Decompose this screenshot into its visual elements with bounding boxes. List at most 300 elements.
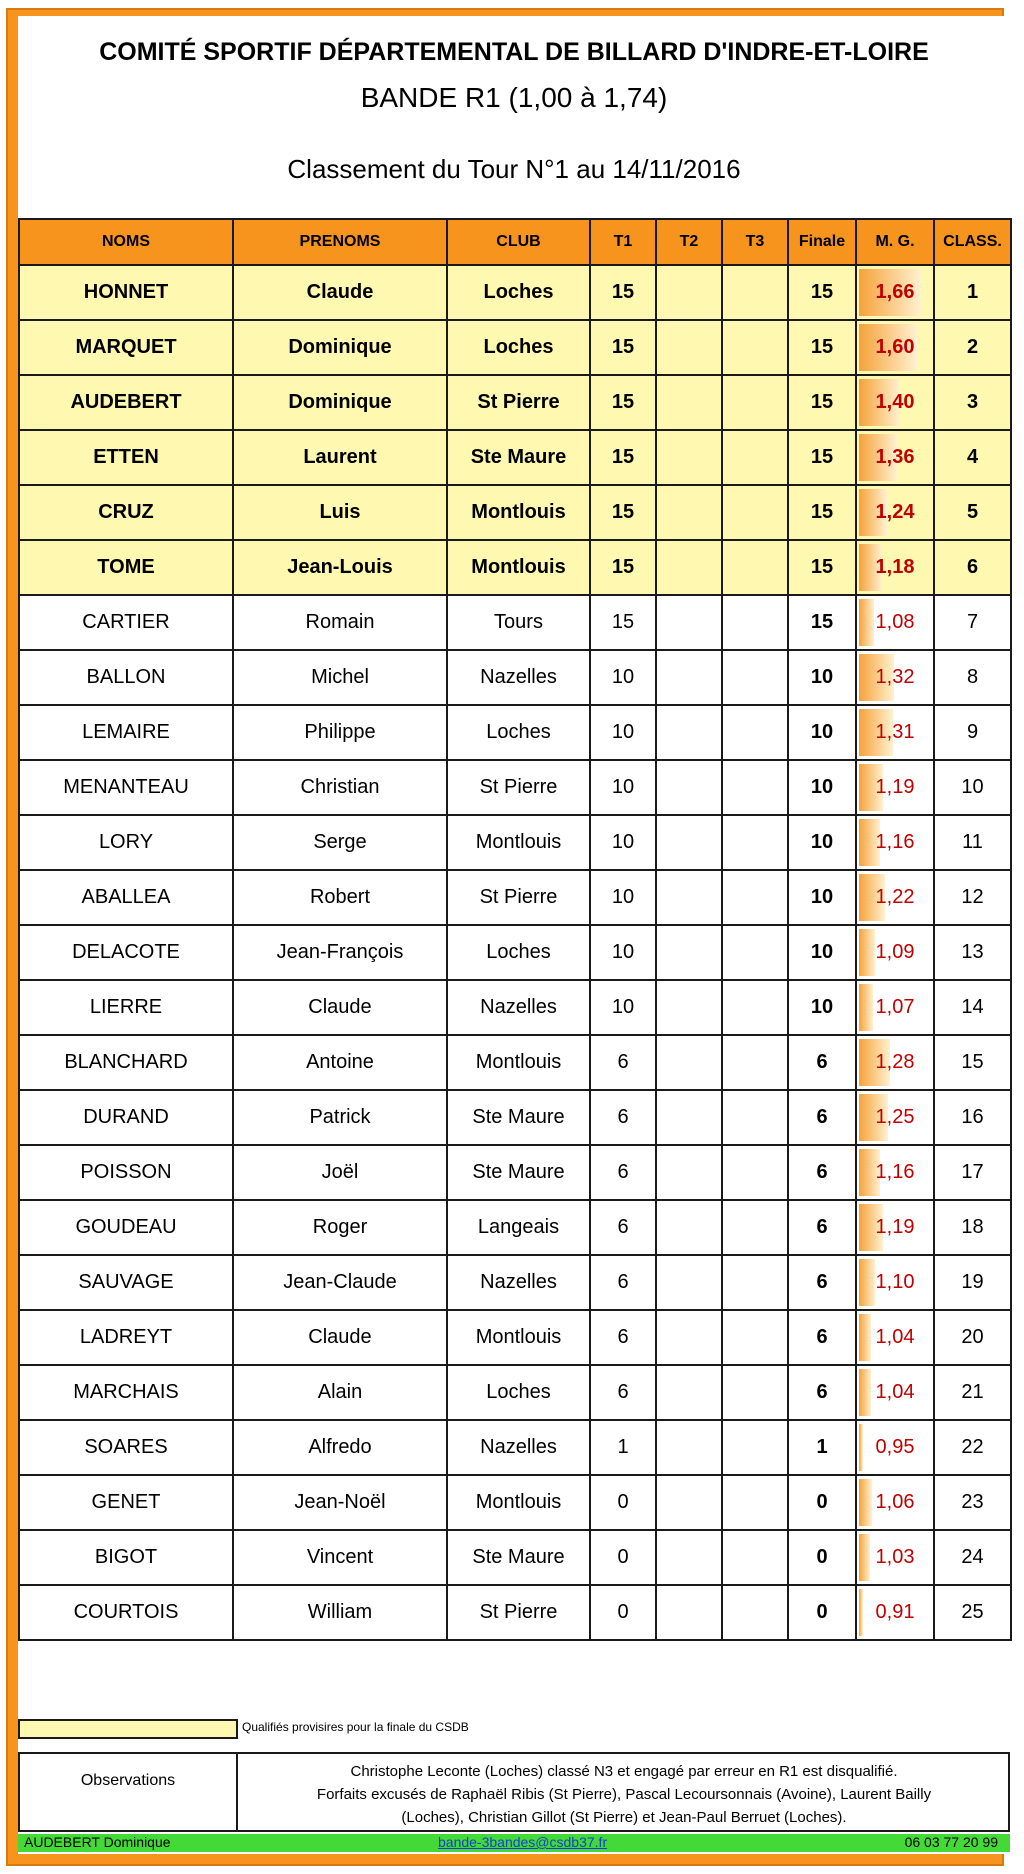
cell-nom: LIERRE	[19, 980, 233, 1035]
cell-t3	[722, 1475, 788, 1530]
cell-prenom: Robert	[233, 870, 447, 925]
mg-bar	[859, 1369, 871, 1416]
table-row	[19, 705, 1011, 760]
col-t3: T3	[722, 219, 788, 265]
table-row	[19, 1475, 1011, 1530]
cell-t3	[722, 1585, 788, 1640]
mg-value: 0,91	[875, 1601, 915, 1623]
table-header	[19, 219, 1011, 265]
table-row	[19, 870, 1011, 925]
mg-bar	[859, 1479, 872, 1526]
cell-t1: 15	[590, 595, 656, 650]
cell-finale: 15	[788, 540, 856, 595]
cell-t2	[656, 485, 722, 540]
cell-t1: 10	[590, 815, 656, 870]
cell-t1: 10	[590, 870, 656, 925]
cell-t1: 15	[590, 375, 656, 430]
col-noms: NOMS	[19, 219, 233, 265]
cell-t2	[656, 760, 722, 815]
cell-t3	[722, 1530, 788, 1585]
cell-prenom: Claude	[233, 980, 447, 1035]
cell-finale: 15	[788, 375, 856, 430]
cell-mg	[856, 1145, 934, 1200]
table-row	[19, 595, 1011, 650]
cell-t1: 6	[590, 1090, 656, 1145]
cell-club: Ste Maure	[447, 1145, 590, 1200]
table-row	[19, 925, 1011, 980]
cell-club: Nazelles	[447, 1420, 590, 1475]
cell-finale: 6	[788, 1200, 856, 1255]
col-prenoms: PRENOMS	[233, 219, 447, 265]
cell-club: Loches	[447, 320, 590, 375]
cell-class: 22	[934, 1420, 1011, 1475]
mg-value: 0,95	[875, 1436, 915, 1458]
cell-finale: 6	[788, 1310, 856, 1365]
cell-t1: 6	[590, 1145, 656, 1200]
cell-t2	[656, 1035, 722, 1090]
cell-class: 19	[934, 1255, 1011, 1310]
cell-mg	[856, 980, 934, 1035]
mg-bar	[859, 599, 874, 646]
cell-nom: AUDEBERT	[19, 375, 233, 430]
cell-mg	[856, 540, 934, 595]
mg-value: 1,25	[875, 1106, 915, 1128]
cell-t2	[656, 375, 722, 430]
legend-swatch	[18, 1719, 238, 1739]
cell-t1: 6	[590, 1255, 656, 1310]
cell-t2	[656, 1420, 722, 1475]
cell-nom: CRUZ	[19, 485, 233, 540]
cell-prenom: Alain	[233, 1365, 447, 1420]
cell-nom: POISSON	[19, 1145, 233, 1200]
observations-label: Observations	[80, 1772, 176, 1789]
cell-nom: ABALLEA	[19, 870, 233, 925]
cell-t3	[722, 815, 788, 870]
cell-t2	[656, 1255, 722, 1310]
committee-title: COMITÉ SPORTIF DÉPARTEMENTAL DE BILLARD D'INDRE-ET-LOIRE	[99, 38, 929, 66]
cell-finale: 0	[788, 1585, 856, 1640]
cell-mg	[856, 430, 934, 485]
cell-t3	[722, 595, 788, 650]
col-class: CLASS.	[934, 219, 1011, 265]
cell-t3	[722, 320, 788, 375]
cell-class: 14	[934, 980, 1011, 1035]
observation-line: (Loches), Christian Gillot (St Pierre) et Jean-Paul Berruet (Loches).	[401, 1809, 847, 1826]
cell-nom: TOME	[19, 540, 233, 595]
cell-nom: LORY	[19, 815, 233, 870]
mg-bar	[859, 1424, 863, 1471]
cell-nom: LEMAIRE	[19, 705, 233, 760]
table-row	[19, 1530, 1011, 1585]
cell-nom: MARQUET	[19, 320, 233, 375]
cell-nom: DURAND	[19, 1090, 233, 1145]
cell-mg	[856, 485, 934, 540]
cell-t1: 15	[590, 320, 656, 375]
cell-nom: HONNET	[19, 265, 233, 320]
table-row	[19, 1035, 1011, 1090]
cell-prenom: Antoine	[233, 1035, 447, 1090]
mg-value: 1,04	[875, 1381, 915, 1403]
cell-t3	[722, 1365, 788, 1420]
cell-finale: 6	[788, 1365, 856, 1420]
cell-t2	[656, 980, 722, 1035]
mg-bar	[859, 1259, 875, 1306]
table-row	[19, 430, 1011, 485]
cell-class: 25	[934, 1585, 1011, 1640]
cell-mg	[856, 1475, 934, 1530]
cell-club: Ste Maure	[447, 1090, 590, 1145]
cell-club: Nazelles	[447, 1255, 590, 1310]
cell-club: Montlouis	[447, 1035, 590, 1090]
ranking-table	[18, 218, 1012, 1641]
cell-club: Ste Maure	[447, 1530, 590, 1585]
cell-mg	[856, 1420, 934, 1475]
cell-t2	[656, 925, 722, 980]
cell-club: Montlouis	[447, 1475, 590, 1530]
mg-value: 1,03	[875, 1546, 915, 1568]
table-row	[19, 1585, 1011, 1640]
mg-value: 1,31	[875, 721, 915, 743]
cell-t2	[656, 595, 722, 650]
cell-t2	[656, 705, 722, 760]
cell-t1: 0	[590, 1585, 656, 1640]
cell-club: Loches	[447, 705, 590, 760]
cell-class: 17	[934, 1145, 1011, 1200]
cell-class: 10	[934, 760, 1011, 815]
mg-value: 1,66	[875, 281, 915, 303]
cell-t1: 10	[590, 925, 656, 980]
col-t1: T1	[590, 219, 656, 265]
cell-mg	[856, 1035, 934, 1090]
footer-phone: 06 03 77 20 99	[904, 1834, 998, 1850]
cell-t1: 1	[590, 1420, 656, 1475]
mg-value: 1,06	[875, 1491, 915, 1513]
cell-t1: 15	[590, 485, 656, 540]
cell-prenom: Claude	[233, 1310, 447, 1365]
mg-value: 1,16	[875, 1161, 915, 1183]
mg-value: 1,19	[875, 1216, 915, 1238]
cell-t3	[722, 1420, 788, 1475]
cell-mg	[856, 1090, 934, 1145]
cell-nom: MARCHAIS	[19, 1365, 233, 1420]
cell-mg	[856, 320, 934, 375]
cell-t3	[722, 925, 788, 980]
table-row	[19, 980, 1011, 1035]
cell-class: 18	[934, 1200, 1011, 1255]
observations-box	[18, 1752, 1010, 1832]
cell-t2	[656, 1090, 722, 1145]
mg-value: 1,19	[875, 776, 915, 798]
cell-t2	[656, 540, 722, 595]
cell-prenom: Romain	[233, 595, 447, 650]
cell-mg	[856, 760, 934, 815]
cell-prenom: Joël	[233, 1145, 447, 1200]
mg-value: 1,24	[875, 501, 915, 523]
cell-finale: 10	[788, 705, 856, 760]
mg-value: 1,10	[875, 1271, 915, 1293]
cell-finale: 10	[788, 650, 856, 705]
cell-mg	[856, 595, 934, 650]
cell-finale: 0	[788, 1530, 856, 1585]
cell-club: St Pierre	[447, 760, 590, 815]
cell-club: Ste Maure	[447, 430, 590, 485]
mg-bar	[859, 1314, 871, 1361]
cell-club: Loches	[447, 265, 590, 320]
cell-prenom: Patrick	[233, 1090, 447, 1145]
cell-t3	[722, 1090, 788, 1145]
cell-club: St Pierre	[447, 1585, 590, 1640]
table-row	[19, 1420, 1011, 1475]
table-row	[19, 265, 1011, 320]
cell-finale: 15	[788, 430, 856, 485]
cell-class: 5	[934, 485, 1011, 540]
cell-t1: 6	[590, 1310, 656, 1365]
cell-mg	[856, 815, 934, 870]
cell-prenom: Christian	[233, 760, 447, 815]
cell-class: 9	[934, 705, 1011, 760]
cell-prenom: Michel	[233, 650, 447, 705]
col-mg: M. G.	[856, 219, 934, 265]
observation-line: Forfaits excusés de Raphaël Ribis (St Pierre), Pascal Lecoursonnais (Avoine), Laurent Bailly	[316, 1786, 932, 1803]
table-row	[19, 1255, 1011, 1310]
cell-finale: 6	[788, 1255, 856, 1310]
cell-nom: DELACOTE	[19, 925, 233, 980]
cell-t3	[722, 650, 788, 705]
cell-t3	[722, 980, 788, 1035]
table-row	[19, 1310, 1011, 1365]
cell-class: 12	[934, 870, 1011, 925]
cell-prenom: Luis	[233, 485, 447, 540]
cell-prenom: Alfredo	[233, 1420, 447, 1475]
cell-t2	[656, 1475, 722, 1530]
observations-text	[240, 1760, 1008, 1829]
cell-nom: GOUDEAU	[19, 1200, 233, 1255]
cell-class: 20	[934, 1310, 1011, 1365]
cell-club: Montlouis	[447, 1310, 590, 1365]
cell-club: Montlouis	[447, 815, 590, 870]
mg-bar	[859, 984, 873, 1031]
cell-club: Loches	[447, 925, 590, 980]
cell-class: 3	[934, 375, 1011, 430]
cell-t1: 0	[590, 1530, 656, 1585]
cell-finale: 15	[788, 320, 856, 375]
cell-nom: BLANCHARD	[19, 1035, 233, 1090]
cell-prenom: Philippe	[233, 705, 447, 760]
table-row	[19, 1145, 1011, 1200]
cell-class: 24	[934, 1530, 1011, 1585]
footer-author: AUDEBERT Dominique	[24, 1834, 171, 1850]
cell-t2	[656, 1585, 722, 1640]
cell-finale: 15	[788, 265, 856, 320]
cell-mg	[856, 1530, 934, 1585]
cell-t3	[722, 1310, 788, 1365]
cell-t1: 10	[590, 980, 656, 1035]
cell-club: Loches	[447, 1365, 590, 1420]
cell-mg	[856, 925, 934, 980]
cell-class: 15	[934, 1035, 1011, 1090]
cell-t3	[722, 870, 788, 925]
cell-t3	[722, 265, 788, 320]
mg-value: 1,09	[875, 941, 915, 963]
mg-bar	[859, 1534, 870, 1581]
cell-t1: 6	[590, 1035, 656, 1090]
cell-finale: 1	[788, 1420, 856, 1475]
cell-t3	[722, 1255, 788, 1310]
cell-t3	[722, 430, 788, 485]
cell-prenom: Jean-Louis	[233, 540, 447, 595]
cell-finale: 6	[788, 1090, 856, 1145]
mg-value: 1,22	[875, 886, 915, 908]
cell-prenom: Dominique	[233, 375, 447, 430]
cell-finale: 10	[788, 760, 856, 815]
cell-t3	[722, 1145, 788, 1200]
cell-nom: BIGOT	[19, 1530, 233, 1585]
cell-nom: LADREYT	[19, 1310, 233, 1365]
cell-prenom: Jean-Noël	[233, 1475, 447, 1530]
footer-email-link[interactable]: bande-3bandes@csdb37.fr	[438, 1834, 608, 1850]
table-row	[19, 1365, 1011, 1420]
cell-finale: 10	[788, 925, 856, 980]
ranking-date: Classement du Tour N°1 au 14/11/2016	[287, 154, 741, 184]
cell-nom: GENET	[19, 1475, 233, 1530]
table-row	[19, 485, 1011, 540]
mg-value: 1,60	[875, 336, 915, 358]
cell-mg	[856, 375, 934, 430]
table-row	[19, 760, 1011, 815]
cell-class: 23	[934, 1475, 1011, 1530]
table-row	[19, 815, 1011, 870]
cell-finale: 6	[788, 1035, 856, 1090]
cell-t3	[722, 540, 788, 595]
footer-bar	[18, 1834, 1010, 1852]
cell-t2	[656, 1530, 722, 1585]
mg-value: 1,07	[875, 996, 915, 1018]
cell-t3	[722, 485, 788, 540]
cell-nom: SOARES	[19, 1420, 233, 1475]
cell-prenom: Laurent	[233, 430, 447, 485]
table-row	[19, 320, 1011, 375]
cell-t2	[656, 265, 722, 320]
cell-nom: CARTIER	[19, 595, 233, 650]
cell-t3	[722, 375, 788, 430]
cell-class: 4	[934, 430, 1011, 485]
cell-finale: 15	[788, 485, 856, 540]
mg-value: 1,18	[875, 556, 915, 578]
cell-prenom: Roger	[233, 1200, 447, 1255]
cell-finale: 10	[788, 980, 856, 1035]
cell-prenom: Jean-François	[233, 925, 447, 980]
cell-finale: 10	[788, 870, 856, 925]
cell-nom: BALLON	[19, 650, 233, 705]
cell-prenom: Claude	[233, 265, 447, 320]
cell-mg	[856, 265, 934, 320]
cell-class: 13	[934, 925, 1011, 980]
cell-nom: SAUVAGE	[19, 1255, 233, 1310]
cell-t2	[656, 1200, 722, 1255]
legend	[18, 1717, 1010, 1739]
table-row	[19, 540, 1011, 595]
cell-finale: 10	[788, 815, 856, 870]
cell-mg	[856, 1585, 934, 1640]
cell-mg	[856, 1200, 934, 1255]
cell-class: 21	[934, 1365, 1011, 1420]
cell-t1: 6	[590, 1365, 656, 1420]
cell-prenom: William	[233, 1585, 447, 1640]
cell-class: 16	[934, 1090, 1011, 1145]
cell-class: 8	[934, 650, 1011, 705]
cell-club: Montlouis	[447, 540, 590, 595]
cell-club: Langeais	[447, 1200, 590, 1255]
cell-t1: 15	[590, 540, 656, 595]
cell-t1: 0	[590, 1475, 656, 1530]
cell-t1: 10	[590, 705, 656, 760]
cell-mg	[856, 1365, 934, 1420]
cell-mg	[856, 1255, 934, 1310]
cell-t2	[656, 815, 722, 870]
cell-class: 7	[934, 595, 1011, 650]
cell-finale: 6	[788, 1145, 856, 1200]
cell-club: St Pierre	[447, 375, 590, 430]
cell-nom: MENANTEAU	[19, 760, 233, 815]
table-row	[19, 1090, 1011, 1145]
table-row	[19, 1200, 1011, 1255]
mg-value: 1,32	[875, 666, 915, 688]
cell-t2	[656, 1365, 722, 1420]
mg-value: 1,16	[875, 831, 915, 853]
cell-t1: 10	[590, 650, 656, 705]
document	[18, 16, 1010, 1854]
col-club: CLUB	[447, 219, 590, 265]
legend-text: Qualifiés provisires pour la finale du CSDB	[242, 1720, 469, 1734]
cell-t1: 10	[590, 760, 656, 815]
mg-value: 1,04	[875, 1326, 915, 1348]
cell-t3	[722, 1035, 788, 1090]
cell-nom: COURTOIS	[19, 1585, 233, 1640]
cell-nom: ETTEN	[19, 430, 233, 485]
cell-finale: 15	[788, 595, 856, 650]
mg-bar	[859, 1589, 863, 1636]
cell-class: 11	[934, 815, 1011, 870]
col-t2: T2	[656, 219, 722, 265]
cell-t1: 15	[590, 430, 656, 485]
cell-t2	[656, 430, 722, 485]
cell-t2	[656, 1310, 722, 1365]
cell-club: Montlouis	[447, 485, 590, 540]
cell-club: Tours	[447, 595, 590, 650]
table-row	[19, 650, 1011, 705]
cell-class: 1	[934, 265, 1011, 320]
mg-value: 1,08	[875, 611, 915, 633]
mg-value: 1,36	[875, 446, 915, 468]
cell-club: St Pierre	[447, 870, 590, 925]
cell-class: 6	[934, 540, 1011, 595]
cell-prenom: Jean-Claude	[233, 1255, 447, 1310]
mg-value: 1,28	[875, 1051, 915, 1073]
cell-t2	[656, 870, 722, 925]
cell-mg	[856, 705, 934, 760]
mg-bar	[859, 929, 875, 976]
observations-label-cell	[20, 1754, 238, 1830]
cell-t1: 15	[590, 265, 656, 320]
cell-t3	[722, 705, 788, 760]
category-title: BANDE R1 (1,00 à 1,74)	[360, 82, 668, 113]
cell-class: 2	[934, 320, 1011, 375]
cell-mg	[856, 650, 934, 705]
cell-prenom: Vincent	[233, 1530, 447, 1585]
cell-prenom: Serge	[233, 815, 447, 870]
col-finale: Finale	[788, 219, 856, 265]
cell-club: Nazelles	[447, 650, 590, 705]
